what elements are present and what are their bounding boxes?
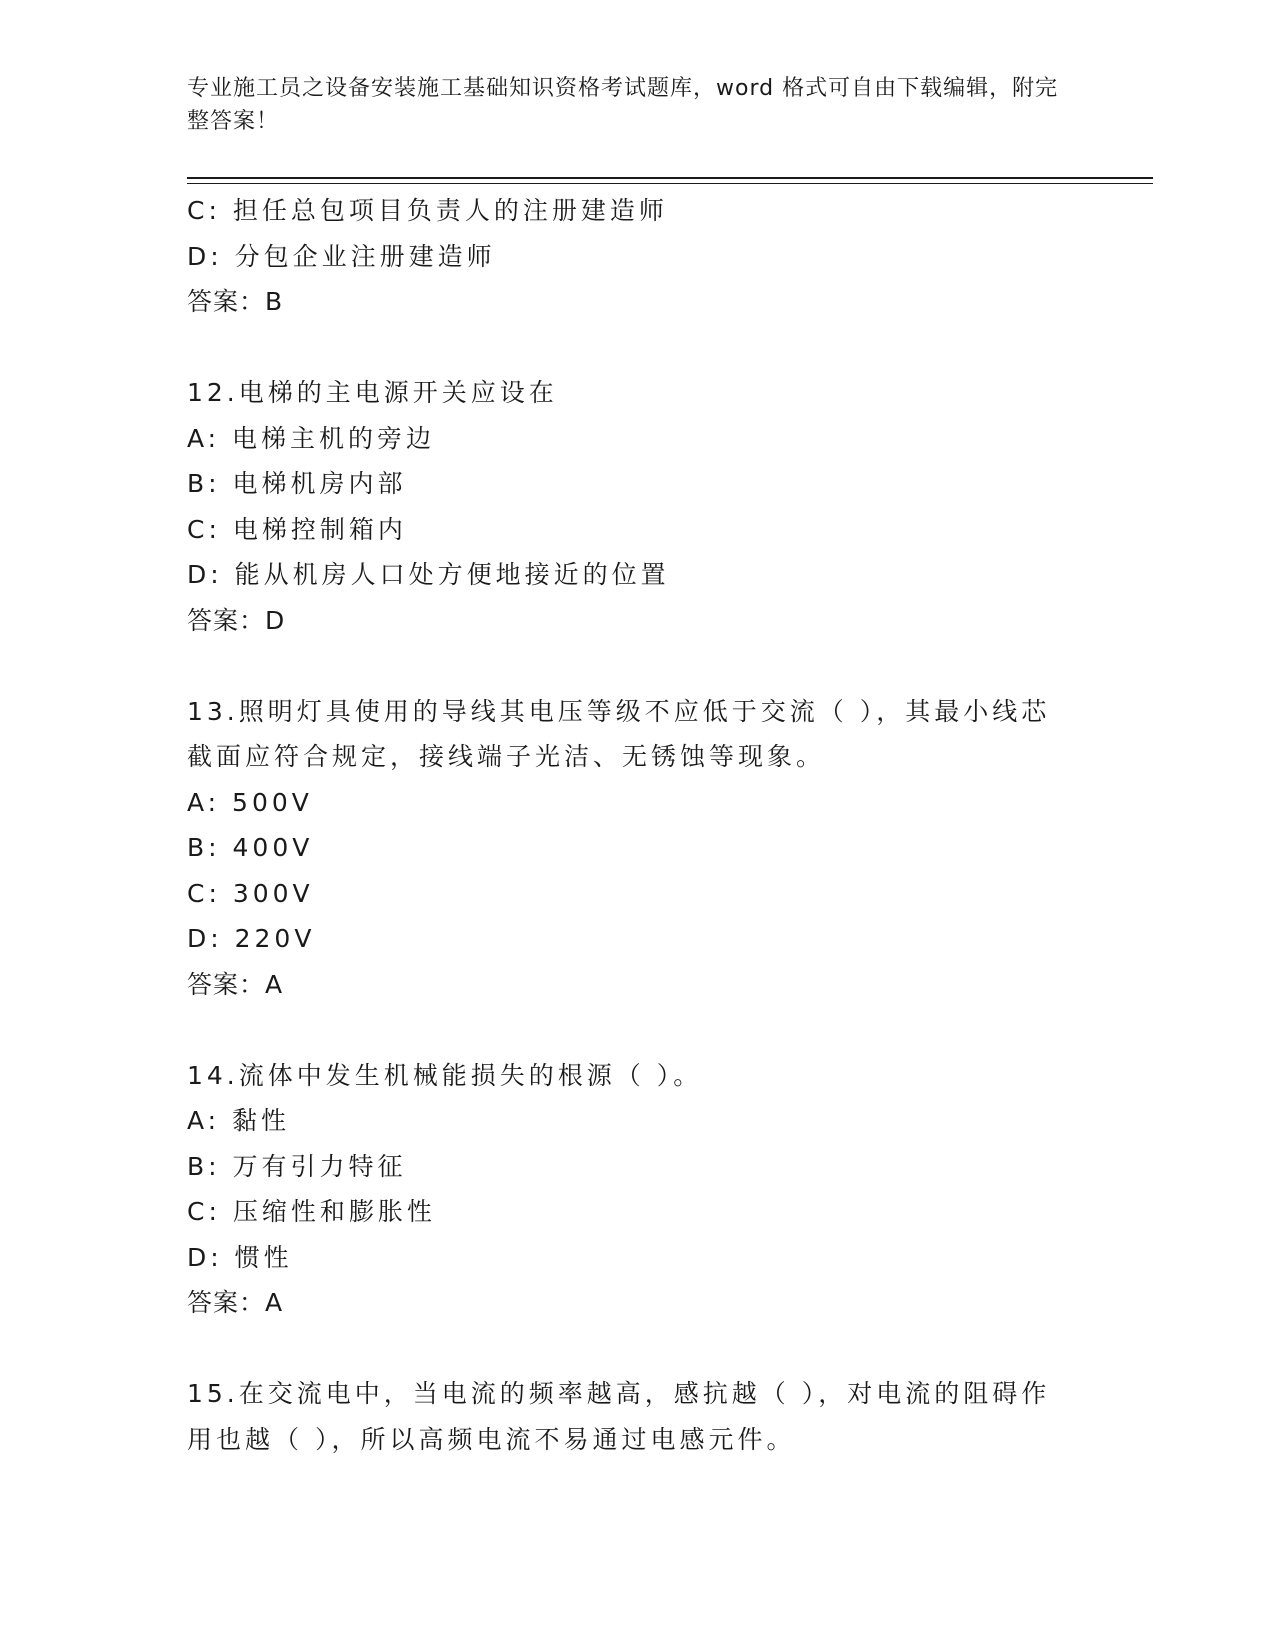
question-12 xyxy=(187,370,1087,643)
spacer xyxy=(187,325,1087,371)
question-list xyxy=(187,188,1087,1462)
spacer xyxy=(187,1326,1087,1372)
option-b: B: 400V xyxy=(187,833,314,862)
option-c: C: 压缩性和膨胀性 xyxy=(187,1197,436,1226)
option-c: C: 300V xyxy=(187,878,314,908)
answer: 答案：B xyxy=(187,287,284,316)
option-c: C: 电梯控制箱内 xyxy=(187,514,407,544)
option-a: A: 500V xyxy=(187,787,313,817)
option-a: A: 黏性 xyxy=(187,1106,291,1135)
answer: 答案：D xyxy=(187,605,286,635)
answer: 答案：A xyxy=(187,969,284,999)
option-d: D: 220V xyxy=(187,924,316,953)
question-11 xyxy=(187,188,1087,325)
option-a: A: 电梯主机的旁边 xyxy=(187,423,436,453)
option-d: D: 能从机房人口处方便地接近的位置 xyxy=(187,560,670,589)
option-b: B: 电梯机房内部 xyxy=(187,469,407,498)
header-rule-thick xyxy=(187,177,1153,179)
spacer xyxy=(187,643,1087,689)
option-b: B: 万有引力特征 xyxy=(187,1151,407,1181)
option-d: D: 惯性 xyxy=(187,1242,293,1272)
spacer xyxy=(187,1007,1087,1053)
answer: 答案：A xyxy=(187,1288,284,1317)
question-15 xyxy=(187,1371,1087,1462)
document-header: 专业施工员之设备安装施工基础知识资格考试题库，word 格式可自由下载编辑，附完整答案！ xyxy=(187,76,1059,134)
question-stem: 12.电梯的主电源开关应设在 xyxy=(187,378,558,407)
header-rule-thin xyxy=(187,183,1153,184)
question-stem: 14.流体中发生机械能损失的根源（ ）。 xyxy=(187,1060,703,1090)
question-13 xyxy=(187,689,1087,1008)
option-d: D: 分包企业注册建造师 xyxy=(187,241,496,271)
question-stem: 15.在交流电中，当电流的频率越高，感抗越（ ），对电流的阻碍作用也越（ ），所以高频电流不易通过电感元件。 xyxy=(187,1379,1051,1454)
question-stem: 13.照明灯具使用的导线其电压等级不应低于交流（ ），其最小线芯截面应符合规定，接线端子光洁、无锈蚀等现象。 xyxy=(187,696,1051,771)
option-c: C: 担任总包项目负责人的注册建造师 xyxy=(187,196,668,225)
question-14 xyxy=(187,1053,1087,1326)
